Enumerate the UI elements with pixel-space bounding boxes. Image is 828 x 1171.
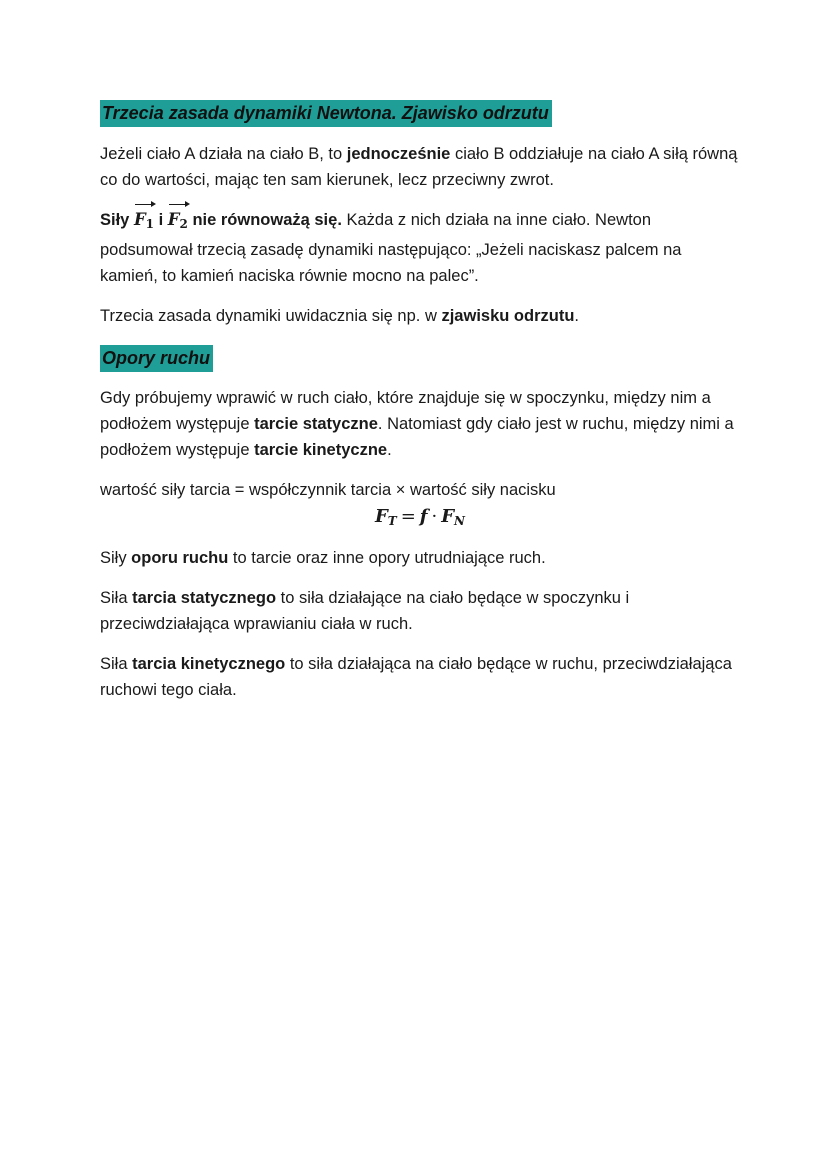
text: Jeżeli ciało A działa na ciało B, to — [100, 145, 347, 163]
vector-letter: F — [167, 210, 180, 229]
document-page — [100, 100, 740, 717]
vector-subscript: 2 — [179, 217, 188, 231]
text: to tarcie oraz inne opory utrudniające ruch. — [228, 549, 546, 567]
text: . — [387, 441, 392, 459]
paragraph-friction-types — [100, 385, 740, 463]
text: Siły — [100, 549, 132, 567]
formula-operator: = — [400, 506, 416, 527]
formula-symbol: f — [419, 506, 428, 527]
paragraph-static-friction — [100, 585, 740, 637]
bold-text: tarcia kinetycznego — [132, 655, 286, 673]
formula-symbol: F — [441, 506, 455, 527]
bold-text: zjawisku odrzutu — [441, 307, 575, 325]
formula-symbol: F — [374, 506, 388, 527]
bold-text: i — [154, 211, 168, 229]
paragraph-recoil — [100, 303, 740, 329]
paragraph-kinetic-friction — [100, 651, 740, 703]
bold-text: tarcia statycznego — [132, 589, 277, 607]
bold-text: nie równoważą się. — [187, 211, 342, 229]
paragraph-definition — [100, 141, 740, 193]
text: Gdy próbujemy wprawić w ruch ciało, które znajduje się w spoczynku, między nim a podłożem występuje — [100, 389, 711, 433]
paragraph-forces — [100, 207, 740, 289]
text: Siła — [100, 589, 133, 607]
section-heading-newton-third-law: Trzecia zasada dynamiki Newtona. Zjawisko odrzutu — [100, 100, 552, 127]
friction-formula — [100, 503, 740, 535]
text: . — [574, 307, 579, 325]
text: Każda z nich działa na inne ciało. Newton podsumował trzecią zasadę dynamiki następująco: „Jeżeli naciskasz palcem na kamień, to kamień naciska równie mocno na palec”. — [100, 211, 682, 285]
bold-text: tarcie kinetyczne — [254, 441, 388, 459]
bold-text: oporu ruchu — [131, 549, 229, 567]
text: . Natomiast gdy ciało jest w ruchu, między nimi a podłożem występuje — [100, 415, 734, 459]
bold-text: tarcie statyczne — [254, 415, 378, 433]
text: Siła — [100, 655, 133, 673]
formula-description: wartość siły tarcia = współczynnik tarcia × wartość siły nacisku — [100, 481, 556, 499]
vector-f1 — [134, 207, 154, 237]
text: to siła działająca na ciało będące w ruchu, przeciwdziałająca ruchowi tego ciała. — [100, 655, 732, 699]
paragraph-resistance-definition — [100, 545, 740, 571]
vector-letter: F — [133, 210, 146, 229]
formula-operator: · — [431, 506, 438, 527]
formula-subscript: T — [387, 514, 397, 528]
formula-subscript: N — [454, 514, 466, 528]
bold-text: Siły — [100, 211, 134, 229]
text: ciało B oddziałuje na ciało A siłą równą co do wartości, mając ten sam kierunek, lecz przeciwny zwrot. — [100, 145, 738, 189]
text: Trzecia zasada dynamiki uwidacznia się np. w — [100, 307, 442, 325]
vector-subscript: 1 — [145, 217, 155, 231]
section-heading-motion-resistance: Opory ruchu — [100, 345, 213, 372]
vector-f2 — [168, 207, 188, 237]
text: to siła działające na ciało będące w spoczynku i przeciwdziałająca wprawianiu ciała w ruch. — [100, 589, 630, 633]
bold-text: jednocześnie — [346, 145, 451, 163]
